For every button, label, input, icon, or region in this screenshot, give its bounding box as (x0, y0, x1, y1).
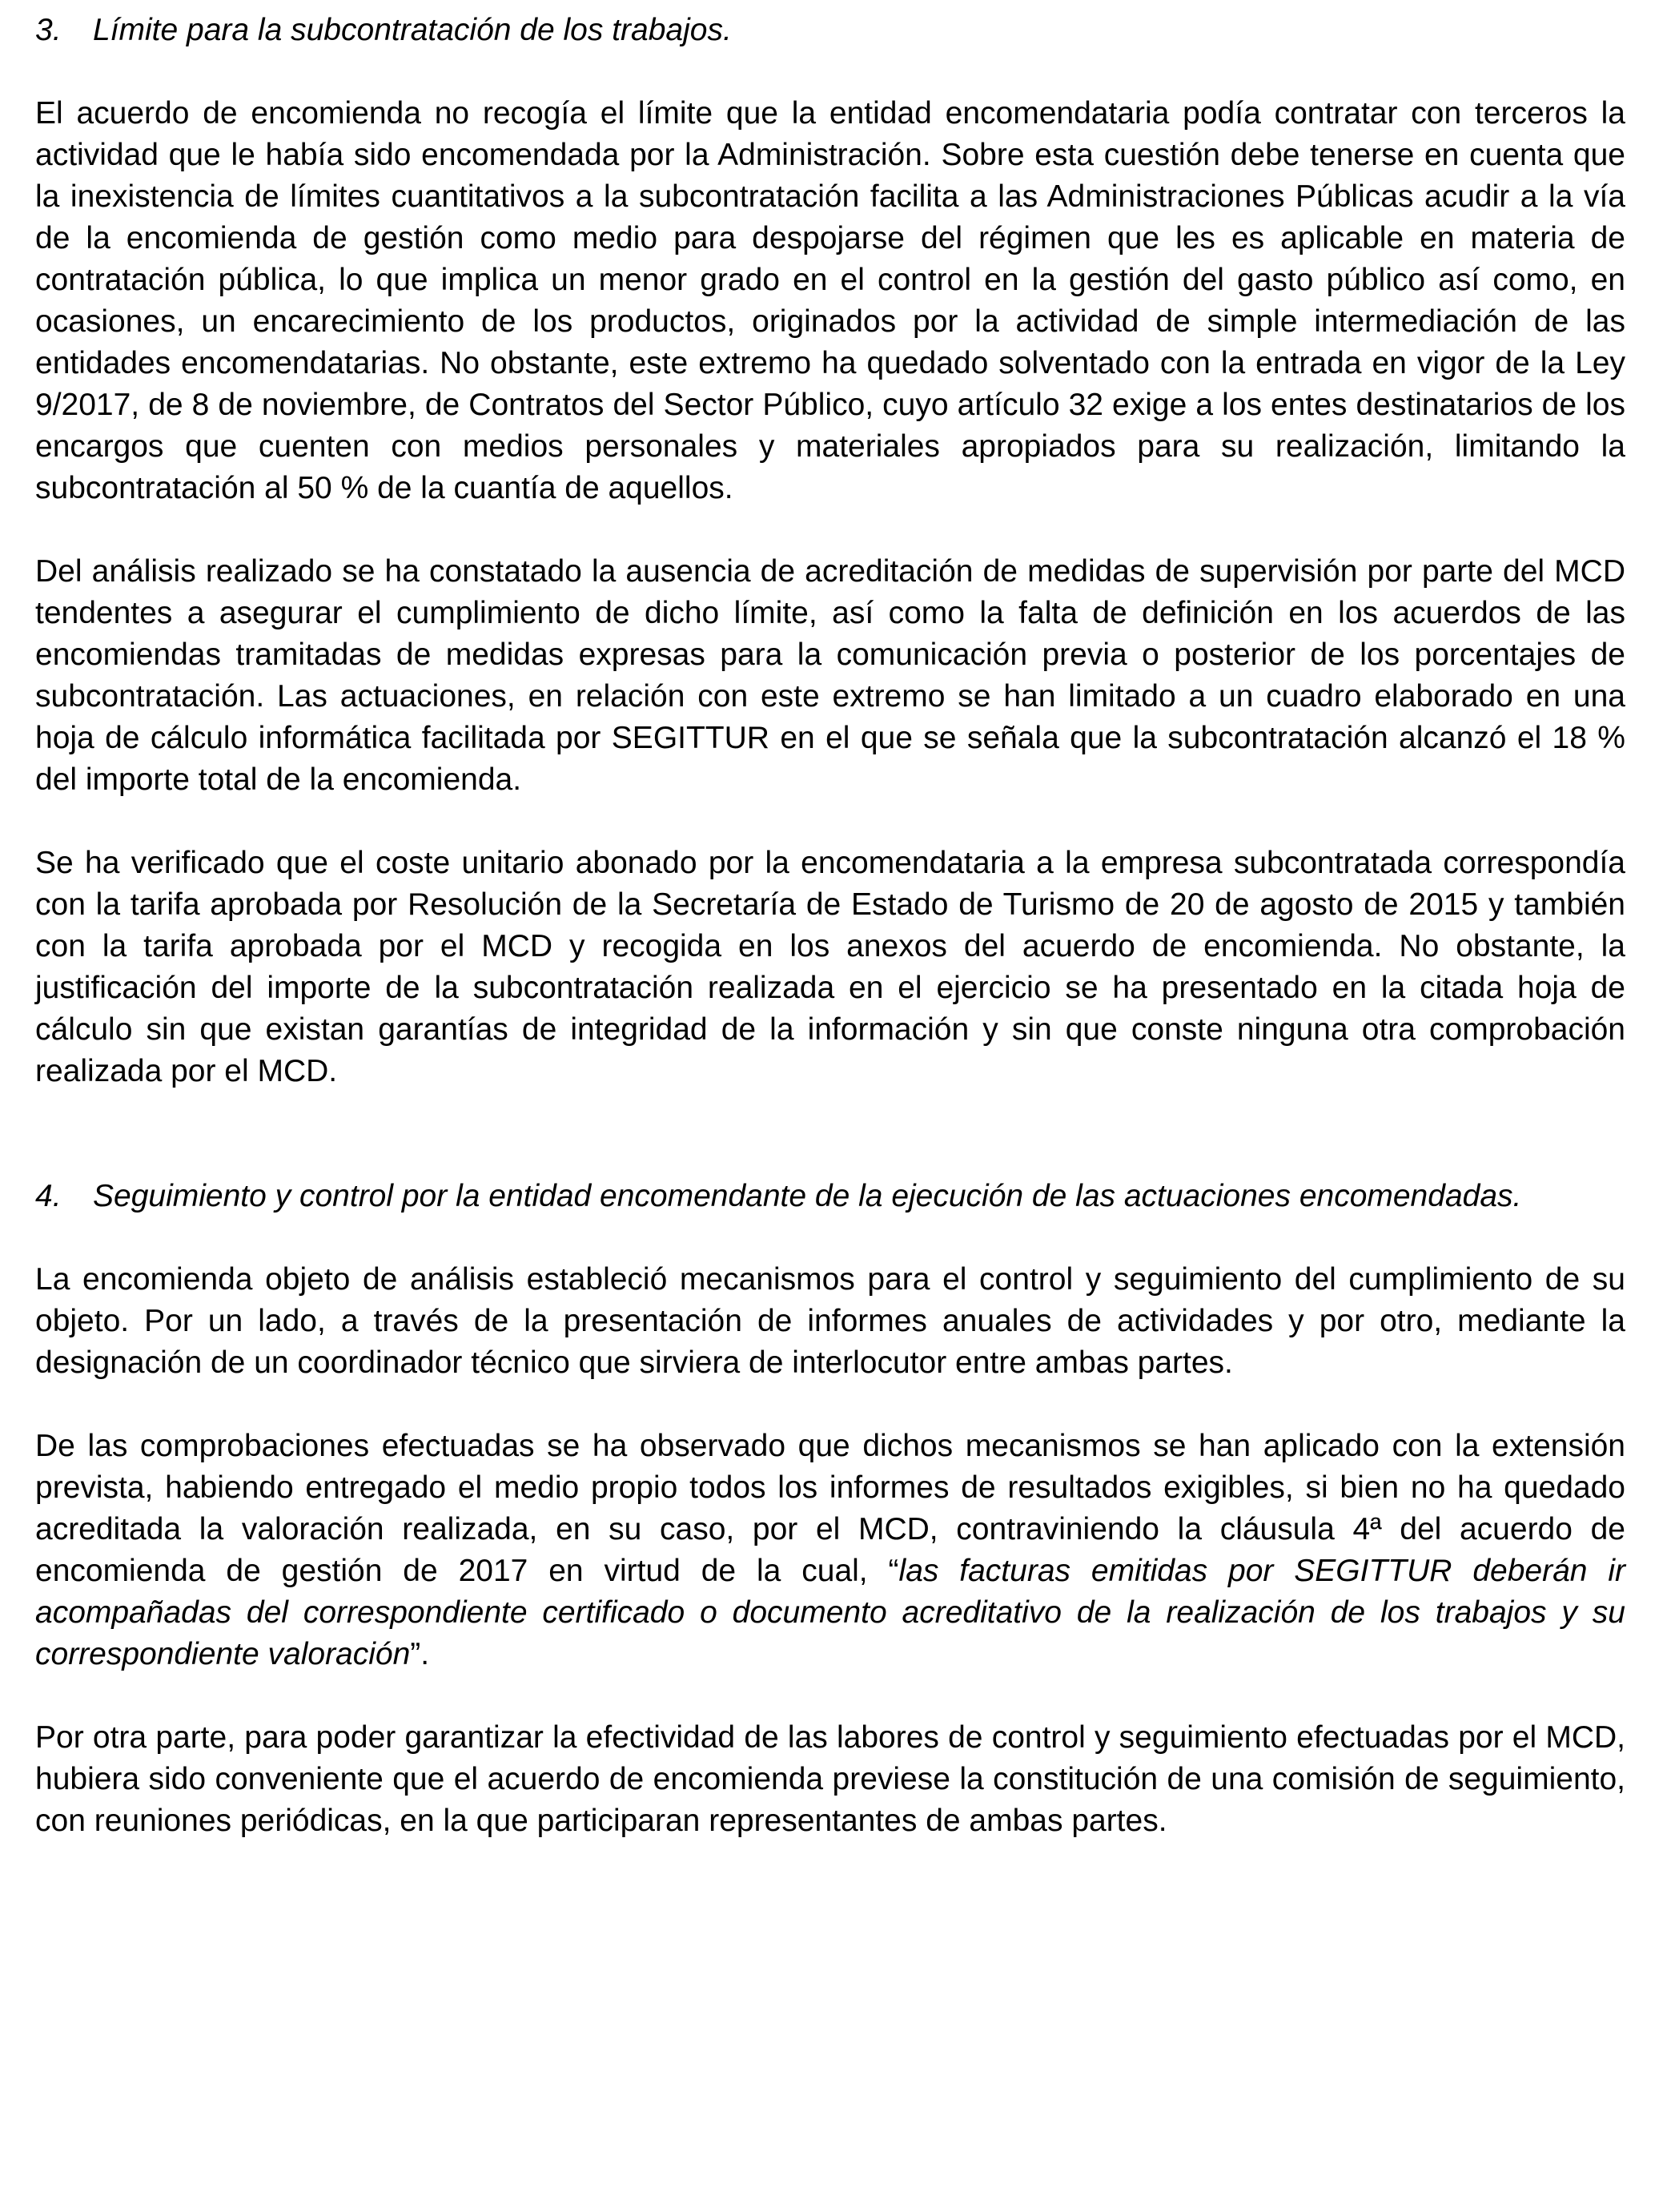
section-4-paragraph-2-text: De las comprobaciones efectuadas se ha observado que dichos mecanismos se han aplicado con la extensión prevista, habiendo entregado el medio propio todos los informes de resultados exigibles, si bien no ha quedado acreditada la valoración realizada, en su caso, por el MCD, contraviniendo la cláusula 4ª del acuerdo de encomienda de gestión de 2017 en virtud de la cual, “ (35, 1429, 1625, 1588)
section-4-title: Seguimiento y control por la entidad encomendante de la ejecución de las actuaciones encomendadas. (93, 1179, 1522, 1213)
section-4-paragraph-3: Por otra parte, para poder garantizar la efectividad de las labores de control y seguimiento efectuadas por el MCD, hubiera sido conveniente que el acuerdo de encomienda previese la constitución de una comisión de seguimiento, con reuniones periódicas, en la que participaran representantes de ambas partes. (35, 1720, 1625, 1838)
section-4-paragraph-2-end: ”. (410, 1637, 430, 1671)
section-3-paragraph-2: Del análisis realizado se ha constatado la ausencia de acreditación de medidas de supervisión por parte del MCD tendentes a asegurar el cumplimiento de dicho límite, así como la falta de definición en los acuerdos de las encomiendas tramitadas de medidas expresas para la comunicación previa o posterior de los porcentajes de subcontratación. Las actuaciones, en relación con este extremo se han limitado a un cuadro elaborado en una hoja de cálculo informática facilitada por SEGITTUR en el que se señala que la subcontratación alcanzó el 18 % del importe total de la encomienda. (35, 554, 1625, 797)
document-page (35, 10, 1625, 1842)
section-3-title: Límite para la subcontratación de los trabajos. (93, 13, 732, 47)
section-4-paragraph-2-quote: las facturas emitidas por SEGITTUR deberán ir acompañadas del correspondiente certificado o documento acreditativo de la realización de los trabajos y su correspondiente valoración (35, 1554, 1625, 1671)
section-4-paragraph-2 (35, 1426, 1625, 1675)
section-3-heading (35, 10, 1625, 51)
section-4-heading (35, 1176, 1625, 1217)
section-4-paragraph-1: La encomienda objeto de análisis estableció mecanismos para el control y seguimiento del cumplimiento de su objeto. Por un lado, a través de la presentación de informes anuales de actividades y por otro, mediante la designación de un coordinador técnico que sirviera de interlocutor entre ambas partes. (35, 1262, 1625, 1380)
section-4-number: 4. (35, 1179, 62, 1213)
section-3-paragraph-3: Se ha verificado que el coste unitario abonado por la encomendataria a la empresa subcontratada correspondía con la tarifa aprobada por Resolución de la Secretaría de Estado de Turismo de 20 de agosto de 2015 y también con la tarifa aprobada por el MCD y recogida en los anexos del acuerdo de encomienda. No obstante, la justificación del importe de la subcontratación realizada en el ejercicio se ha presentado en la citada hoja de cálculo sin que existan garantías de integridad de la información y sin que conste ninguna otra comprobación realizada por el MCD. (35, 846, 1625, 1088)
section-3-number: 3. (35, 13, 62, 47)
section-3-paragraph-1: El acuerdo de encomienda no recogía el límite que la entidad encomendataria podía contratar con terceros la actividad que le había sido encomendada por la Administración. Sobre esta cuestión debe tenerse en cuenta que la inexistencia de límites cuantitativos a la subcontratación facilita a las Administraciones Públicas acudir a la vía de la encomienda de gestión como medio para despojarse del régimen que les es aplicable en materia de contratación pública, lo que implica un menor grado en el control en la gestión del gasto público así como, en ocasiones, un encarecimiento de los productos, originados por la actividad de simple intermediación de las entidades encomendatarias. No obstante, este extremo ha quedado solventado con la entrada en vigor de la Ley 9/2017, de 8 de noviembre, de Contratos del Sector Público, cuyo artículo 32 exige a los entes destinatarios de los encargos que cuenten con medios personales y materiales apropiados para su realización, limitando la subcontratación al 50 % de la cuantía de aquellos. (35, 96, 1625, 505)
